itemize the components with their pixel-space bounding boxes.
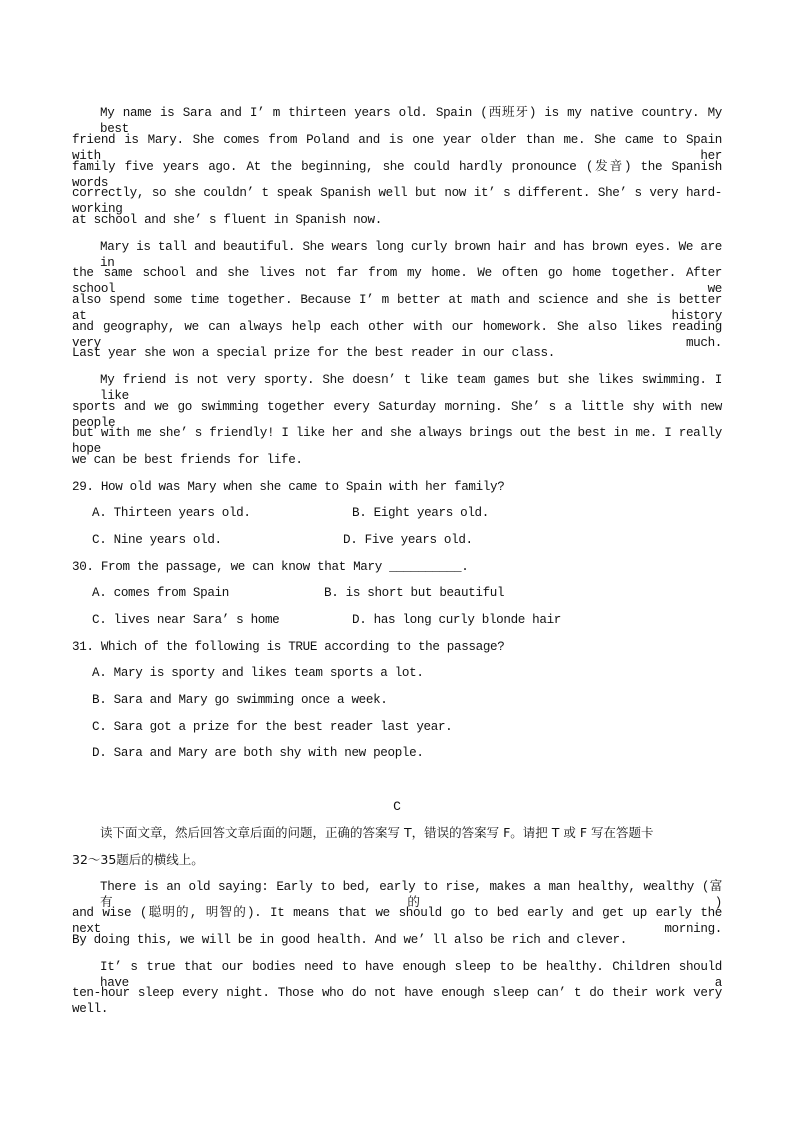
- section-c-label: C: [393, 799, 401, 814]
- passage-b-p2-line-2: the same school and she lives not far from my home. We often go home together. After school we: [72, 266, 722, 296]
- passage-c-p2-line-2: ten-hour sleep every night. Those who do not have enough sleep can’ t do their work very well.: [72, 986, 722, 1016]
- question-29-option-a: A. Thirteen years old.: [92, 506, 251, 520]
- passage-b-p2-line-4: and geography, we can always help each other with our homework. She also likes reading very much.: [72, 320, 722, 350]
- question-31-option-c: C. Sara got a prize for the best reader last year.: [92, 720, 453, 734]
- question-31-option-a: A. Mary is sporty and likes team sports a lot.: [92, 666, 424, 680]
- passage-b-p1-line-4: correctly, so she couldn’ t speak Spanish well but now it’ s different. She’ s very hard-working: [72, 186, 722, 216]
- passage-b-p3-line-2: sports and we go swimming together every Saturday morning. She’ s a little shy with new people: [72, 400, 722, 430]
- passage-b-p2-line-1: Mary is tall and beautiful. She wears long curly brown hair and has brown eyes. We are in: [100, 240, 722, 270]
- passage-b-p2-line-3: also spend some time together. Because I’ m better at math and science and she is better at history: [72, 293, 722, 323]
- question-29-option-c: C. Nine years old.: [92, 533, 222, 547]
- passage-c-p1-line-1: There is an old saying: Early to bed, early to rise, makes a man healthy, wealthy (富有的): [100, 880, 722, 910]
- passage-b-p2-line-5: Last year she won a special prize for the best reader in our class.: [72, 346, 555, 360]
- section-c-instructions-line-1: 读下面文章，然后回答文章后面的问题，正确的答案写 T，错误的答案写 F。请把 T 或 F 写在答题卡: [100, 825, 654, 840]
- question-31-option-b: B. Sara and Mary go swimming once a week.: [92, 693, 388, 707]
- question-29-option-d: D. Five years old.: [343, 533, 473, 547]
- passage-b-p3-line-3: but with me she’ s friendly! I like her and she always brings out the best in me. I really hope: [72, 426, 722, 456]
- passage-c-p2-line-1: It’ s true that our bodies need to have enough sleep to be healthy. Children should have a: [100, 960, 722, 990]
- question-31-option-d: D. Sara and Mary are both shy with new people.: [92, 746, 424, 760]
- question-30-option-d: D. has long curly blonde hair: [352, 613, 562, 627]
- passage-b-p3-line-1: My friend is not very sporty. She doesn’ t like team games but she likes swimming. I like: [100, 373, 722, 403]
- question-30-option-a: A. comes from Spain: [92, 586, 229, 600]
- passage-c-p1-line-3: By doing this, we will be in good health. And we’ ll also be rich and clever.: [72, 933, 627, 947]
- passage-b-p1-line-3: family five years ago. At the beginning, she could hardly pronounce (发音) the Spanish words: [72, 160, 722, 190]
- section-c-instructions-line-2: 32～35题后的横线上。: [72, 852, 204, 867]
- question-29-stem: 29. How old was Mary when she came to Spain with her family?: [72, 480, 505, 494]
- question-30-option-b: B. is short but beautiful: [324, 586, 505, 600]
- question-31-stem: 31. Which of the following is TRUE according to the passage?: [72, 640, 505, 654]
- passage-b-p3-line-4: we can be best friends for life.: [72, 453, 303, 467]
- passage-b-p1-line-5: at school and she’ s fluent in Spanish now.: [72, 213, 382, 227]
- question-30-option-c: C. lives near Sara’ s home: [92, 613, 280, 627]
- question-29-option-b: B. Eight years old.: [352, 506, 489, 520]
- passage-b-p1-line-2: friend is Mary. She comes from Poland and is one year older than me. She came to Spain with her: [72, 133, 722, 163]
- passage-b-p1-line-1: My name is Sara and I’ m thirteen years old. Spain (西班牙) is my native country. My best: [100, 106, 722, 136]
- passage-c-p1-line-2: and wise (聪明的, 明智的). It means that we should go to bed early and get up early the next morning.: [72, 906, 722, 936]
- question-30-stem: 30. From the passage, we can know that Mary __________.: [72, 560, 469, 574]
